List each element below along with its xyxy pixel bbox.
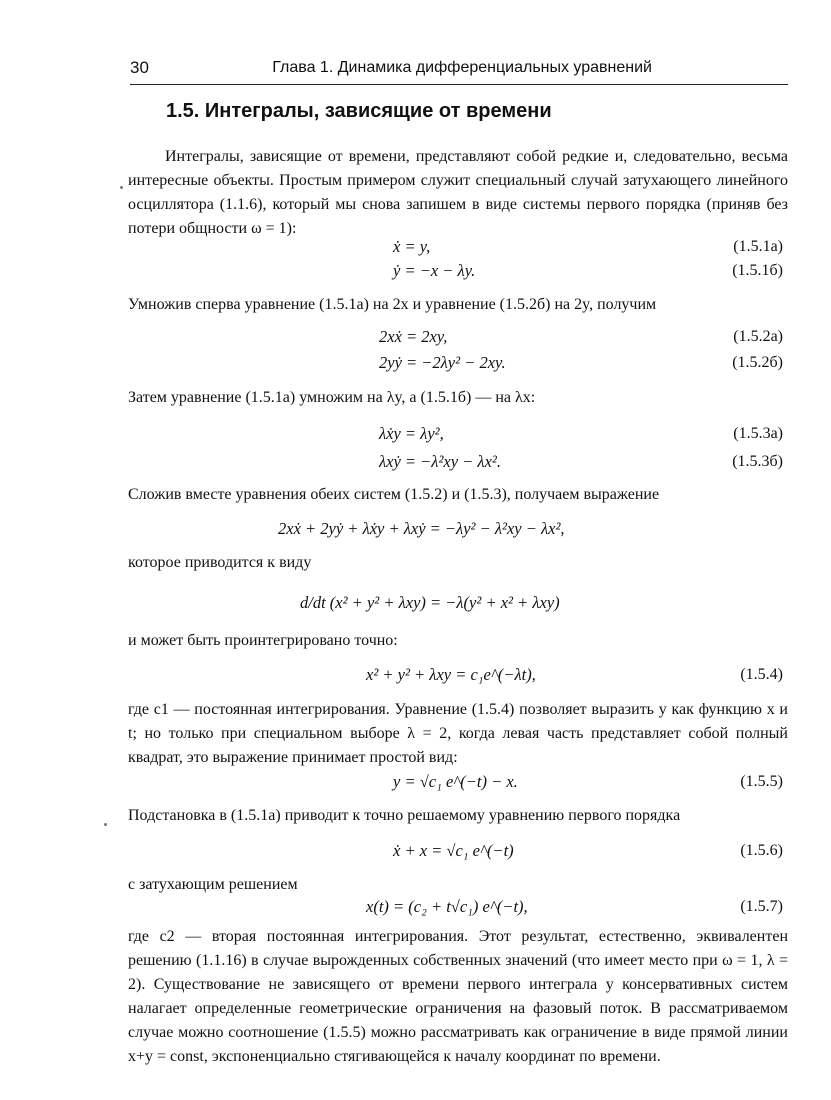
equation-number: (1.5.2а)	[733, 328, 783, 345]
scan-speck	[120, 186, 123, 189]
equation-number: (1.5.1б)	[732, 262, 783, 279]
equation-1-5-4: x² + y² + λxy = c₁e^(−λt),	[366, 665, 536, 684]
section-title: 1.5. Интегралы, зависящие от времени	[166, 100, 552, 122]
equation-1-5-7: x(t) = (c₂ + t√c₁) e^(−t),	[366, 897, 528, 916]
equation-1-5-2a: 2xẋ = 2xy,	[379, 327, 448, 346]
equation-1-5-3a: λẋy = λy²,	[379, 424, 444, 443]
equation-derivative: d/dt (x² + y² + λxy) = −λ(y² + x² + λxy)	[300, 593, 560, 612]
equation-number: (1.5.5)	[740, 773, 783, 790]
paragraph-where-c1: где c1 — постоянная интегрирования. Уравнение (1.5.4) позволяет выразить y как функцию x и t; но только при специальном выборе λ = 2, когда левая часть представляет собой полный квадрат, это выражение принимает простой вид:	[128, 701, 788, 766]
running-head-title: Глава 1. Динамика дифференциальных уравнений	[272, 59, 652, 76]
equation-number: (1.5.6)	[740, 842, 783, 859]
equation-number: (1.5.3б)	[732, 453, 783, 470]
paragraph-damped: с затухающим решением	[128, 876, 298, 893]
paragraph-substitution: Подстановка в (1.5.1а) приводит к точно решаемому уравнению первого порядка	[128, 807, 681, 824]
equation-number: (1.5.7)	[740, 898, 783, 915]
paragraph-intro: Интегралы, зависящие от времени, представляют собой редкие и, следовательно, весьма интересные объекты. Простым примером служит специальный случай затухающего линейного осциллятора (1.1.6), который мы снова запишем в виде системы первого порядка (приняв без потери общности ω = 1):	[128, 148, 788, 237]
paragraph-final: где c2 — вторая постоянная интегрирования. Этот результат, естественно, эквивалентен решению (1.1.16) в случае вырожденных собственных значений (что имеет место при ω = 1, λ = 2). Существование не зависящего от времени первого интеграла у консервативных систем налагает определенные геометрические ограничения на фазовый поток. В рассматриваемом случае можно соотношение (1.5.5) можно рассматривать как ограничение в виде прямой линии x+y = const, экспоненциально стягивающейся к началу координат по времени.	[128, 928, 788, 1065]
equation-number: (1.5.1а)	[733, 238, 783, 255]
equation-1-5-2b: 2yẏ = −2λy² − 2xy.	[379, 353, 506, 372]
paragraph-multiply1: Умножив сперва уравнение (1.5.1а) на 2x и уравнение (1.5.2б) на 2y, получим	[128, 296, 657, 313]
paragraph-sum: Сложив вместе уравнения обеих систем (1.5.2) и (1.5.3), получаем выражение	[128, 486, 660, 503]
paragraph-multiply2: Затем уравнение (1.5.1а) умножим на λy, а (1.5.1б) — на λx:	[128, 389, 536, 406]
equation-1-5-1a: ẋ = y,	[393, 237, 431, 256]
equation-1-5-3b: λxẏ = −λ²xy − λx².	[379, 452, 501, 471]
scan-speck	[104, 823, 107, 826]
equation-1-5-1b: ẏ = −x − λy.	[393, 261, 476, 280]
running-header	[130, 56, 788, 85]
page-number: 30	[130, 58, 149, 77]
equation-1-5-6: ẋ + x = √c₁ e^(−t)	[393, 841, 514, 860]
equation-number: (1.5.3а)	[733, 425, 783, 442]
equation-number: (1.5.4)	[740, 666, 783, 683]
equation-1-5-5: y = √c₁ e^(−t) − x.	[393, 772, 518, 791]
equation-number: (1.5.2б)	[732, 354, 783, 371]
paragraph-reduces: которое приводится к виду	[128, 554, 312, 571]
paragraph-integrated: и может быть проинтегрировано точно:	[128, 632, 398, 649]
equation-sum: 2xẋ + 2yẏ + λẋy + λxẏ = −λy² − λ²xy − λx²,	[278, 519, 565, 538]
